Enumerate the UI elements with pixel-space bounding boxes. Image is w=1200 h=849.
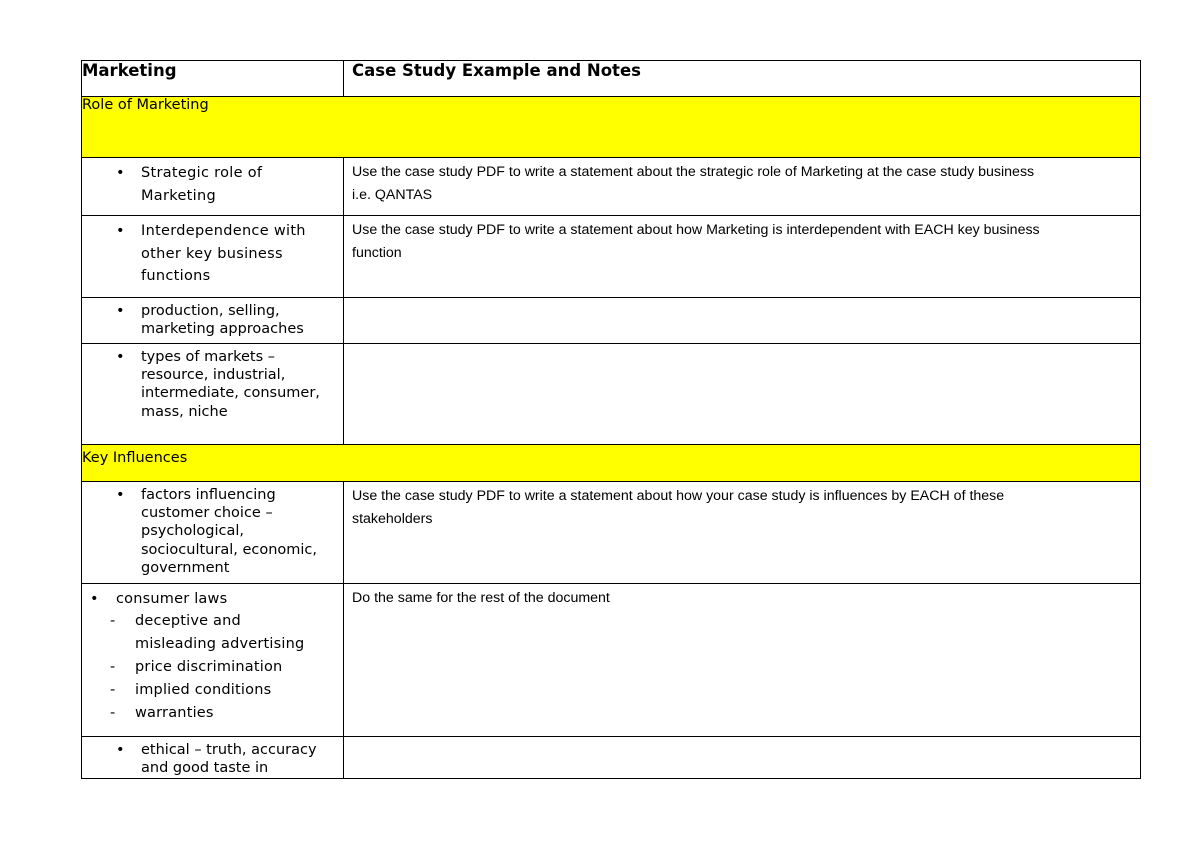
note-text-line: Use the case study PDF to write a statement about how your case study is influences by EACH of these bbox=[352, 488, 1005, 504]
table-row-strategic-role bbox=[82, 158, 1141, 216]
topic-cell bbox=[82, 482, 344, 584]
note-cell-empty bbox=[344, 344, 1141, 445]
dash-icon: - bbox=[110, 705, 116, 721]
note-cell bbox=[344, 158, 1141, 216]
topic-text-line: Strategic role of bbox=[141, 165, 263, 181]
sub-list-item bbox=[89, 679, 337, 702]
note-text-line: Use the case study PDF to write a statement about how Marketing is interdependent with EACH key business bbox=[352, 222, 1040, 238]
bullet-icon: • bbox=[116, 349, 125, 365]
bullet-item bbox=[82, 158, 343, 207]
dash-icon: - bbox=[110, 682, 116, 698]
sub-list-item bbox=[89, 702, 337, 725]
note-text-line: function bbox=[352, 244, 402, 261]
dash-icon: - bbox=[110, 613, 116, 629]
note-text-line: Use the case study PDF to write a statement about the strategic role of Marketing at the case study business bbox=[352, 164, 1035, 180]
bullet-icon: • bbox=[116, 165, 125, 181]
topic-cell bbox=[82, 584, 344, 737]
note-cell bbox=[344, 216, 1141, 298]
topic-cell bbox=[82, 158, 344, 216]
note-text-line: stakeholders bbox=[352, 510, 433, 527]
note-cell-empty bbox=[344, 298, 1141, 344]
topic-text-line: intermediate, consumer, bbox=[141, 385, 320, 402]
table-row-consumer-laws bbox=[82, 584, 1141, 737]
header-case-study-notes: Case Study Example and Notes bbox=[344, 61, 1141, 97]
note-text-line: Do the same for the rest of the document bbox=[352, 590, 610, 606]
note-cell bbox=[344, 482, 1141, 584]
sub-text-line: price discrimination bbox=[135, 659, 283, 675]
topic-text-line: types of markets – bbox=[141, 349, 276, 365]
bullet-item bbox=[89, 588, 337, 610]
table-row-ethical bbox=[82, 737, 1141, 779]
sub-list-item bbox=[89, 610, 337, 656]
table-row-types-of-markets bbox=[82, 344, 1141, 445]
bullet-item bbox=[82, 216, 343, 288]
bullet-item bbox=[82, 482, 343, 577]
dash-icon: - bbox=[110, 659, 116, 675]
sub-text-line: misleading advertising bbox=[135, 636, 305, 652]
sub-text-line: implied conditions bbox=[135, 682, 272, 698]
topic-text-line: psychological, bbox=[141, 523, 245, 540]
bullet-item bbox=[82, 344, 343, 421]
case-study-notes-table bbox=[81, 60, 1141, 779]
note-cell bbox=[344, 584, 1141, 737]
table-row-production-approaches bbox=[82, 298, 1141, 344]
section-row-key-influences bbox=[82, 445, 1141, 482]
sub-text-line: deceptive and bbox=[135, 613, 241, 629]
bullet-icon: • bbox=[116, 742, 125, 758]
bullet-icon: • bbox=[116, 487, 125, 503]
topic-cell bbox=[82, 298, 344, 344]
topic-text-line: production, selling, bbox=[141, 303, 280, 319]
topic-text-line: factors influencing bbox=[141, 487, 276, 503]
bullet-icon: • bbox=[116, 223, 125, 239]
topic-cell bbox=[82, 737, 344, 779]
bullet-item bbox=[82, 298, 343, 338]
topic-text-line: other key business bbox=[141, 245, 283, 262]
note-text-line: i.e. QANTAS bbox=[352, 186, 433, 203]
topic-text-line: resource, industrial, bbox=[141, 367, 286, 384]
sub-list-item bbox=[89, 656, 337, 679]
topic-text-line: mass, niche bbox=[141, 403, 228, 420]
topic-text-line: Marketing bbox=[141, 187, 216, 204]
topic-text-line: marketing approaches bbox=[141, 321, 304, 338]
topic-text-line: government bbox=[141, 559, 230, 576]
topic-text-line: consumer laws bbox=[116, 591, 228, 607]
topic-cell bbox=[82, 216, 344, 298]
topic-text-line: functions bbox=[141, 268, 211, 284]
note-cell-empty bbox=[344, 737, 1141, 779]
section-row-role-of-marketing bbox=[82, 97, 1141, 158]
bullet-icon: • bbox=[116, 303, 125, 319]
consumer-laws-list bbox=[82, 584, 343, 725]
section-title-role-of-marketing: Role of Marketing bbox=[82, 97, 1141, 158]
bullet-icon: • bbox=[90, 591, 99, 607]
topic-text-line: sociocultural, economic, bbox=[141, 541, 318, 558]
header-marketing: Marketing bbox=[82, 61, 344, 97]
table-row-factors-customer-choice bbox=[82, 482, 1141, 584]
table-header-row bbox=[82, 61, 1141, 97]
table-row-interdependence bbox=[82, 216, 1141, 298]
section-title-key-influences: Key Influences bbox=[82, 445, 1141, 482]
topic-text-line: Interdependence with bbox=[141, 223, 306, 239]
sub-text-line: warranties bbox=[135, 705, 214, 721]
topic-text-line: and good taste in bbox=[141, 760, 269, 777]
topic-text-line: ethical – truth, accuracy bbox=[141, 742, 317, 758]
topic-text-line: customer choice – bbox=[141, 505, 273, 522]
topic-cell bbox=[82, 344, 344, 445]
bullet-item bbox=[82, 737, 343, 777]
